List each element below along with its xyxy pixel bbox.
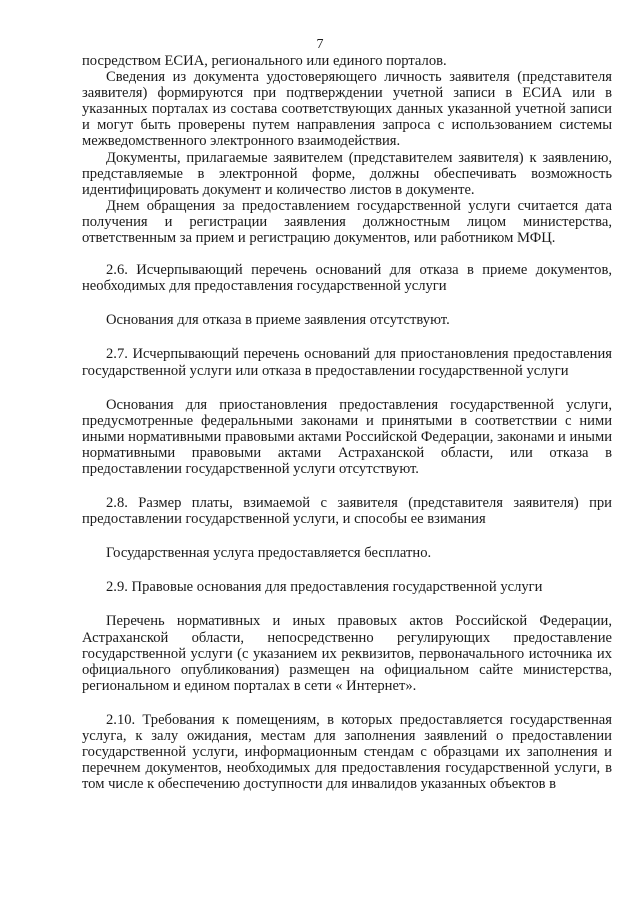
spacer <box>82 527 612 545</box>
paragraph-request-day: Днем обращения за предоставлением государственной услуги считается дата получения и регистрации заявления должностным лицом министерства, ответственным за прием и регистрацию документов, или работником МФЦ. <box>82 197 612 247</box>
paragraph-intro-tail: посредством ЕСИА, регионального или единого порталов. <box>82 53 447 69</box>
spacer <box>82 694 612 712</box>
spacer <box>82 379 612 397</box>
spacer <box>82 561 612 579</box>
section-heading-2-9: 2.9. Правовые основания для предоставления государственной услуги <box>106 579 543 596</box>
section-heading-2-7: 2.7. Исчерпывающий перечень оснований для приостановления предоставления государственной услуги или отказа в предоставлении государственной услуги <box>82 346 612 379</box>
paragraph-2-7: Основания для приостановления предоставления государственной услуги, предусмотренные федеральными законами и принятыми в соответствии с ними иными нормативными правовыми актами Российской Федерации, законами и иными нормативными правовыми актами Астраханской области, или отказа в предоставлении государственной услуги отсутствуют. <box>82 396 612 477</box>
spacer <box>82 477 612 495</box>
paragraph-2-6: Основания для отказа в приеме заявления отсутствуют. <box>106 312 450 329</box>
spacer <box>82 246 612 262</box>
section-heading-2-8: 2.8. Размер платы, взимаемой с заявителя (представителя заявителя) при предоставлении государственной услуги, и способы ее взимания <box>82 495 612 528</box>
section-heading-2-10: 2.10. Требования к помещениям, в которых предоставляется государственная услуга, к залу ожидания, местам для заполнения заявлений о предоставлении государственной услуги, информационным стендам с образцами их заполнения и перечнем документов, необходимых для предоставления государственной услуги, в том числе к обеспечению доступности для инвалидов указанных объектов в <box>82 711 612 793</box>
paragraph-attached-documents: Документы, прилагаемые заявителем (представителем заявителя) к заявлению, представляемые в электронной форме, должны обеспечивать возможность идентифицировать документ и количество листов в документе. <box>82 149 612 198</box>
paragraph-2-9: Перечень нормативных и иных правовых актов Российской Федерации, Астраханской области, непосредственно регулирующих предоставление государственной услуги (с указанием их реквизитов, первоначального источника их официального опубликования) размещен на официальном сайте министерства, региональном и едином порталах в сети « Интернет». <box>82 613 612 694</box>
paragraph-2-8: Государственная услуга предоставляется бесплатно. <box>106 545 432 562</box>
spacer <box>82 328 612 346</box>
spacer <box>82 294 612 312</box>
spacer <box>82 595 612 613</box>
page-number: 7 <box>316 37 324 52</box>
paragraph-identity-info: Сведения из документа удостоверяющего личность заявителя (представителя заявителя) формируются при подтверждении учетной записи в ЕСИА или в указанных порталах из состава соответствующих данных указанной учетной записи и могут быть проверены путем направления запроса с использованием системы межведомственного электронного взаимодействия. <box>82 69 612 150</box>
section-heading-2-6: 2.6. Исчерпывающий перечень оснований для отказа в приеме документов, необходимых для предоставления государственной услуги <box>82 262 612 295</box>
document-body <box>82 53 612 792</box>
